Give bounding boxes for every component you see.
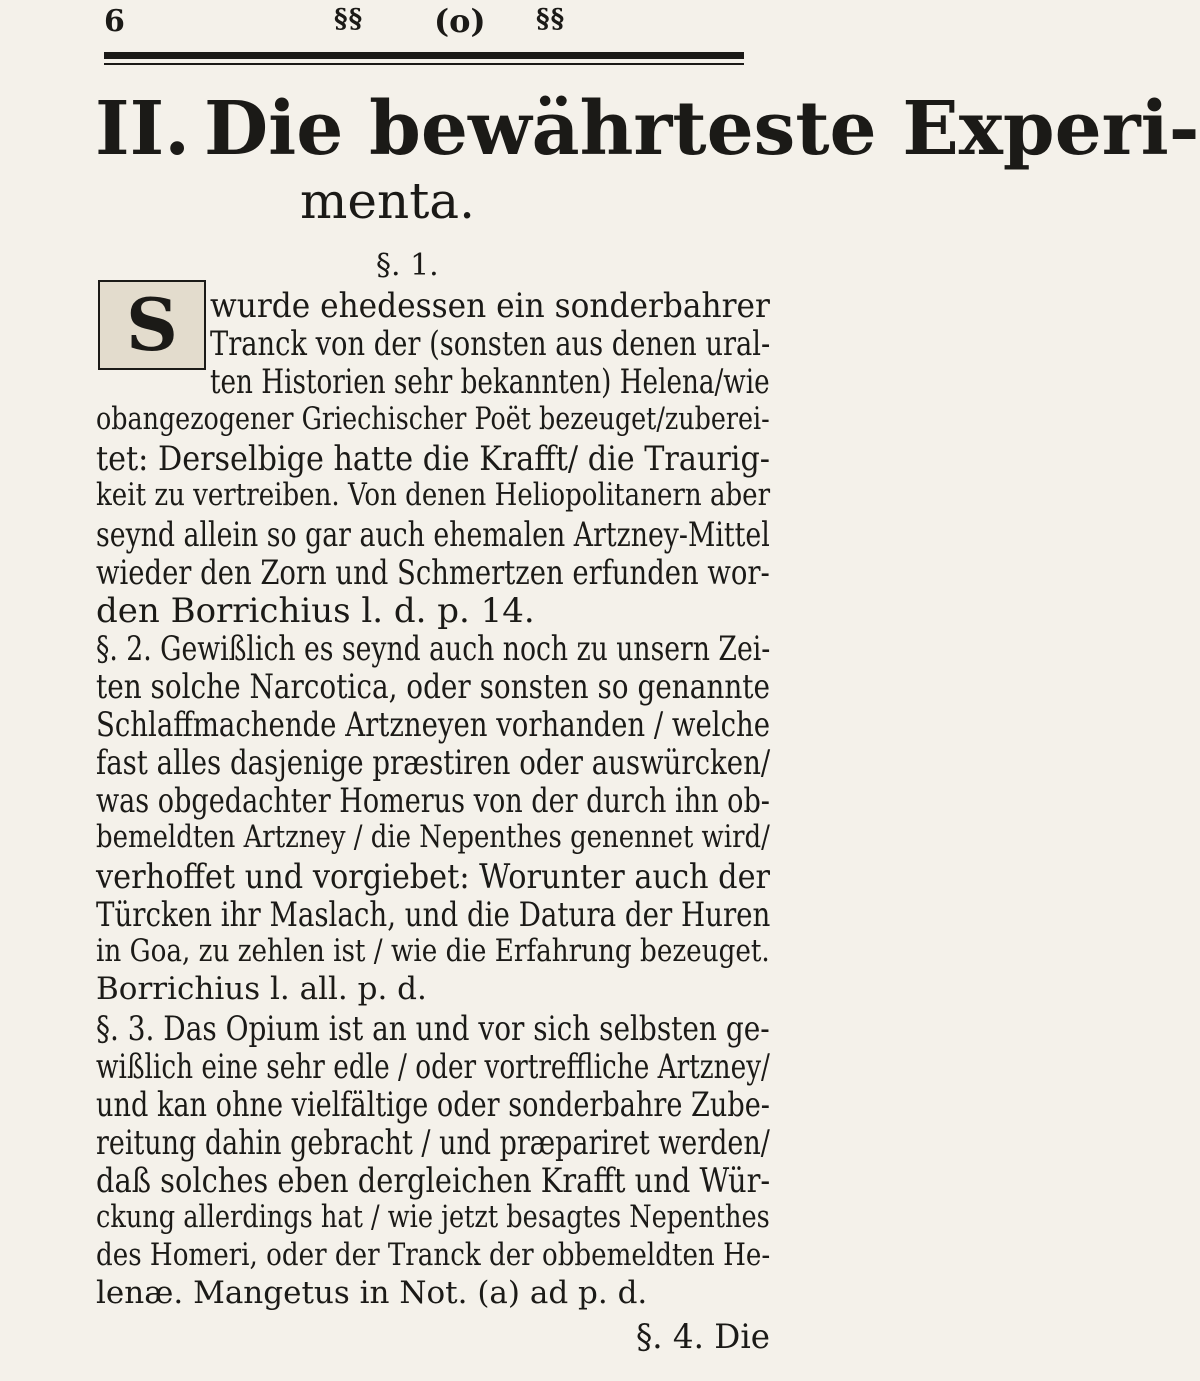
body-line: ten Historien sehr bekannten) Helena/wie	[210, 362, 770, 402]
header-rule-thick	[104, 52, 744, 59]
header-ornament-left: §§	[334, 4, 364, 34]
body-line: fast alles dasjenige præstiren oder auswürcken/	[96, 743, 771, 783]
chapter-title-continuation: menta.	[300, 172, 475, 230]
body-line: den Borrichius l. d. p. 14.	[96, 591, 535, 631]
body-line: keit zu vertreiben. Von denen Heliopolitanern aber	[96, 477, 771, 513]
body-line: Türcken ihr Maslach, und die Datura der Huren	[96, 895, 771, 935]
body-line: seynd allein so gar auch ehemalen Artzney-Mittel	[96, 515, 770, 555]
body-line: §. 3. Das Opium ist an und vor sich selbsten ge-	[96, 1009, 770, 1049]
body-line: bemeldten Artzney / die Nepenthes genennet wird/	[96, 819, 770, 855]
page-number: 6	[104, 4, 125, 39]
body-line: Tranck von der (sonsten aus denen ural-	[210, 324, 771, 364]
header-ornament-right: §§	[536, 4, 566, 34]
body-line: §. 2. Gewißlich es seynd auch noch zu unsern Zei-	[96, 629, 771, 669]
body-line: lenæ. Mangetus in Not. (a) ad p. d.	[96, 1275, 648, 1311]
body-line: ckung allerdings hat / wie jetzt besagtes Nepenthes	[96, 1199, 770, 1235]
body-line: tet: Derselbige hatte die Krafft/ die Traurig-	[96, 439, 771, 479]
body-line: wißlich eine sehr edle / oder vortreffliche Artzney/	[96, 1047, 770, 1087]
body-line: was obgedachter Homerus von der durch ihn ob-	[96, 781, 770, 821]
body-line: wieder den Zorn und Schmertzen erfunden wor-	[96, 553, 770, 593]
header-ornament-center: (o)	[434, 2, 486, 40]
body-line: Schlaffmachende Artzneyen vorhanden / welche	[96, 705, 771, 745]
chapter-numeral: II.	[95, 86, 190, 172]
body-line: und kan ohne vielfältige oder sonderbahre Zube-	[96, 1085, 770, 1125]
chapter-title-text: Die bewährteste Experi-	[204, 86, 1200, 172]
body-line: verhoffet und vorgiebet: Worunter auch der	[96, 857, 771, 897]
body-line: Borrichius l. all. p. d.	[96, 971, 427, 1007]
page-header	[104, 0, 744, 80]
body-line: in Goa, zu zehlen ist / wie die Erfahrung bezeuget.	[96, 933, 770, 969]
body-line: daß solches eben dergleichen Krafft und Wür-	[96, 1161, 771, 1201]
body-line: obangezogener Griechischer Poët bezeuget/zuberei-	[96, 401, 770, 437]
body-line: wurde ehedessen ein sonderbahrer	[210, 286, 770, 326]
body-line: reitung dahin gebracht / und præpariret werden/	[96, 1123, 770, 1163]
body-line: des Homeri, oder der Tranck der obbemeldten He-	[96, 1237, 771, 1273]
body-line: ten solche Narcotica, oder sonsten so genannte	[96, 667, 770, 707]
section-mark: §. 1.	[376, 248, 439, 283]
header-rule-thin	[104, 63, 744, 65]
chapter-title	[95, 86, 1200, 172]
catchword: §. 4. Die	[636, 1317, 770, 1357]
drop-cap-initial: S	[98, 280, 206, 370]
